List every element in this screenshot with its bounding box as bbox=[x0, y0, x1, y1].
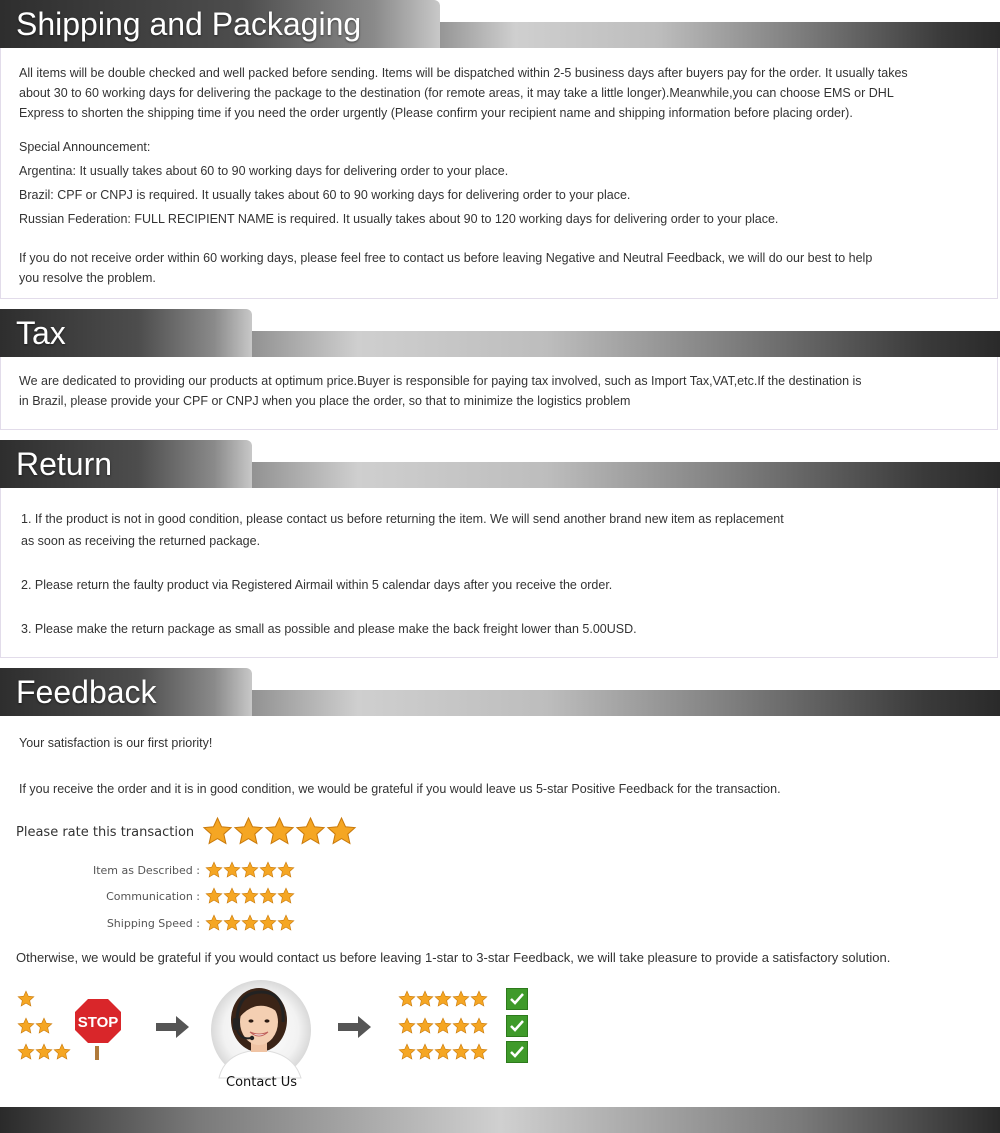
shipping-para-line2: about 30 to 60 working days for delivering the package to the destination (for remote areas, it may take a little longer).Meanwhile,you can choose EMS or DHL bbox=[19, 86, 894, 100]
star-icon bbox=[35, 1017, 53, 1035]
star-icon bbox=[295, 816, 326, 847]
three-star-group bbox=[17, 1043, 75, 1061]
star-icon bbox=[452, 990, 470, 1008]
star-icon bbox=[205, 861, 223, 879]
five-star-group bbox=[398, 990, 493, 1008]
contact-us-link[interactable]: Contact Us bbox=[226, 1075, 297, 1090]
feedback-priority: Your satisfaction is our first priority! bbox=[19, 736, 213, 750]
star-icon bbox=[241, 861, 259, 879]
tax-line2: in Brazil, please provide your CPF or CNPJ when you place the order, so that to minimize the logistics problem bbox=[19, 394, 631, 408]
check-icon bbox=[506, 1015, 528, 1037]
shipping-title: Shipping and Packaging bbox=[0, 0, 440, 48]
tax-header bbox=[0, 309, 1000, 357]
star-icon bbox=[470, 990, 488, 1008]
star-icon bbox=[277, 887, 295, 905]
star-icon bbox=[259, 887, 277, 905]
star-icon bbox=[17, 990, 35, 1008]
tax-title: Tax bbox=[0, 309, 252, 357]
argentina-note: Argentina: It usually takes about 60 to 90 working days for delivering order to your place. bbox=[19, 164, 509, 178]
star-rating-communication[interactable] bbox=[205, 887, 300, 907]
star-icon bbox=[259, 861, 277, 879]
star-icon bbox=[416, 990, 434, 1008]
customer-service-agent-icon[interactable] bbox=[205, 978, 317, 1090]
star-icon bbox=[223, 861, 241, 879]
brazil-note: Brazil: CPF or CNPJ is required. It usually takes about 60 to 90 working days for delivering order to your place. bbox=[19, 188, 631, 202]
return-header bbox=[0, 440, 1000, 488]
arrow-right-icon bbox=[156, 1016, 190, 1038]
footer-bar bbox=[0, 1107, 1000, 1133]
return-item3: 3. Please make the return package as small as possible and please make the back freight lower than 5.00USD. bbox=[21, 622, 637, 636]
shipping-header bbox=[0, 0, 1000, 48]
five-star-group bbox=[398, 1043, 493, 1061]
rating-label-shipping: Shipping Speed : bbox=[106, 917, 200, 930]
star-icon bbox=[277, 861, 295, 879]
rate-transaction-label: Please rate this transaction bbox=[16, 825, 195, 840]
star-icon bbox=[434, 1017, 452, 1035]
star-icon bbox=[470, 1017, 488, 1035]
star-icon bbox=[233, 816, 264, 847]
shipping-para-line1: All items will be double checked and well packed before sending. Items will be dispatched within 2-5 business days after buyers pay for the order. It usually takes bbox=[19, 66, 908, 80]
star-rating-item[interactable] bbox=[205, 861, 300, 881]
header-bar bbox=[245, 690, 1000, 716]
star-icon bbox=[53, 1043, 71, 1061]
star-icon bbox=[416, 1043, 434, 1061]
feedback-otherwise: Otherwise, we would be grateful if you would contact us before leaving 1-star to 3-star Feedback, we will take pleasure to provide a satisfactory solution. bbox=[16, 950, 891, 965]
contact-note-line1: If you do not receive order within 60 working days, please feel free to contact us before leaving Negative and Neutral Feedback, we will do our best to help bbox=[19, 251, 873, 265]
star-icon bbox=[326, 816, 357, 847]
star-icon bbox=[398, 1043, 416, 1061]
star-icon bbox=[35, 1043, 53, 1061]
star-icon bbox=[416, 1017, 434, 1035]
star-icon bbox=[434, 990, 452, 1008]
tax-line1: We are dedicated to providing our products at optimum price.Buyer is responsible for paying tax involved, such as Import Tax,VAT,etc.If the destination is bbox=[19, 374, 862, 388]
contact-note-line2: you resolve the problem. bbox=[19, 271, 156, 285]
star-icon bbox=[398, 990, 416, 1008]
rating-label-communication: Communication : bbox=[106, 890, 200, 903]
star-icon bbox=[452, 1017, 470, 1035]
star-icon bbox=[205, 887, 223, 905]
russia-note: Russian Federation: FULL RECIPIENT NAME is required. It usually takes about 90 to 120 working days for delivering order to your place. bbox=[19, 212, 779, 226]
star-icon bbox=[398, 1017, 416, 1035]
star-icon bbox=[241, 914, 259, 932]
star-icon bbox=[205, 914, 223, 932]
check-icon bbox=[506, 988, 528, 1010]
header-bar bbox=[245, 331, 1000, 357]
two-star-group bbox=[17, 1017, 57, 1035]
star-icon bbox=[223, 914, 241, 932]
star-icon bbox=[434, 1043, 452, 1061]
star-icon bbox=[264, 816, 295, 847]
star-icon bbox=[223, 887, 241, 905]
return-item1-line2: as soon as receiving the returned package. bbox=[21, 534, 261, 548]
feedback-title: Feedback bbox=[0, 668, 252, 716]
star-icon bbox=[259, 914, 277, 932]
five-star-group bbox=[398, 1017, 493, 1035]
star-icon bbox=[277, 914, 295, 932]
return-item2: 2. Please return the faulty product via Registered Airmail within 5 calendar days after you receive the order. bbox=[21, 578, 613, 592]
star-icon bbox=[452, 1043, 470, 1061]
rating-label-item: Item as Described : bbox=[92, 864, 200, 877]
return-title: Return bbox=[0, 440, 252, 488]
stop-sign-icon bbox=[70, 994, 126, 1062]
shipping-para-line3: Express to shorten the shipping time if you need the order urgently (Please confirm your recipient name and shipping information before placing order). bbox=[19, 106, 853, 120]
star-icon bbox=[470, 1043, 488, 1061]
star-icon bbox=[202, 816, 233, 847]
star-icon bbox=[17, 1043, 35, 1061]
star-icon bbox=[241, 887, 259, 905]
star-rating-shipping[interactable] bbox=[205, 914, 300, 934]
feedback-positive: If you receive the order and it is in good condition, we would be grateful if you would leave us 5-star Positive Feedback for the transaction. bbox=[19, 782, 781, 796]
special-announcement-heading: Special Announcement: bbox=[19, 140, 151, 154]
star-icon bbox=[17, 1017, 35, 1035]
feedback-header bbox=[0, 668, 1000, 716]
header-bar bbox=[245, 462, 1000, 488]
stop-sign-text: STOP bbox=[77, 1014, 119, 1031]
check-icon bbox=[506, 1041, 528, 1063]
arrow-right-icon bbox=[338, 1016, 372, 1038]
one-star-group bbox=[17, 990, 37, 1008]
header-bar bbox=[430, 22, 1000, 48]
return-item1-line1: 1. If the product is not in good condition, please contact us before returning the item. We will send another brand new item as replacement bbox=[21, 512, 784, 526]
big-star-rating[interactable] bbox=[202, 816, 362, 850]
